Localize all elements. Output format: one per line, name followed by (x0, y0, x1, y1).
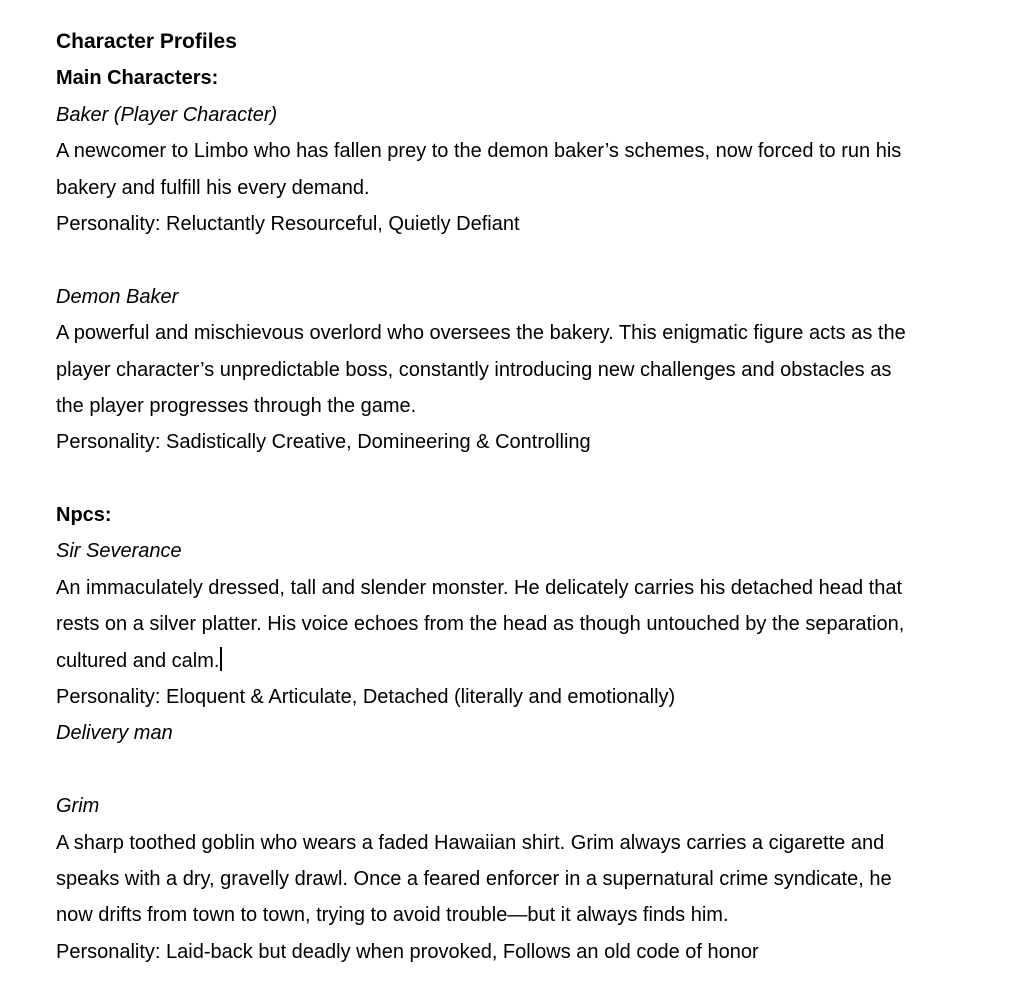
character-description-line: An immaculately dressed, tall and slender monster. He delicately carries his detached head that (56, 576, 903, 599)
character-profile-grim (56, 788, 986, 970)
character-description-line: player character’s unpredictable boss, constantly introducing new challenges and obstacles as (56, 358, 892, 381)
character-profile-demon-baker (56, 279, 986, 461)
document-body[interactable] (56, 24, 986, 970)
character-name: Baker (Player Character) (56, 103, 278, 126)
character-description-line: A powerful and mischievous overlord who oversees the bakery. This enigmatic figure acts as the (56, 322, 906, 345)
character-description-line: A sharp toothed goblin who wears a faded Hawaiian shirt. Grim always carries a cigarette and (56, 831, 885, 854)
text-cursor (220, 647, 222, 671)
character-description-line: now drifts from town to town, trying to avoid trouble—but it always finds him. (56, 904, 729, 927)
character-name: Grim (56, 795, 100, 818)
character-description-line: A newcomer to Limbo who has fallen prey to the demon baker’s schemes, now forced to run his (56, 140, 902, 163)
character-description-line: rests on a silver platter. His voice echoes from the head as though untouched by the separation, (56, 613, 905, 636)
character-description-line: bakery and fulfill his every demand. (56, 176, 370, 199)
character-description-text: cultured and calm. (56, 649, 220, 672)
character-description-line: the player progresses through the game. (56, 394, 417, 417)
main-characters-heading: Main Characters: (56, 67, 219, 90)
character-personality: Personality: Reluctantly Resourceful, Quietly Defiant (56, 212, 520, 235)
blank-line (56, 461, 986, 497)
blank-line (56, 752, 986, 788)
character-name-delivery-man: Delivery man (56, 722, 173, 745)
document-title: Character Profiles (56, 30, 237, 53)
character-profile-sir-severance (56, 533, 986, 715)
npcs-heading: Npcs: (56, 504, 112, 527)
blank-line (56, 242, 986, 278)
character-name: Demon Baker (56, 285, 179, 308)
character-profile-baker (56, 97, 986, 243)
character-description-line: speaks with a dry, gravelly drawl. Once a feared enforcer in a supernatural crime syndicate, he (56, 867, 892, 890)
character-name: Sir Severance (56, 540, 182, 563)
character-personality: Personality: Eloquent & Articulate, Detached (literally and emotionally) (56, 686, 676, 709)
character-personality: Personality: Sadistically Creative, Domineering & Controlling (56, 431, 591, 454)
character-personality: Personality: Laid-back but deadly when provoked, Follows an old code of honor (56, 940, 759, 963)
character-description-line-with-cursor (56, 643, 986, 679)
